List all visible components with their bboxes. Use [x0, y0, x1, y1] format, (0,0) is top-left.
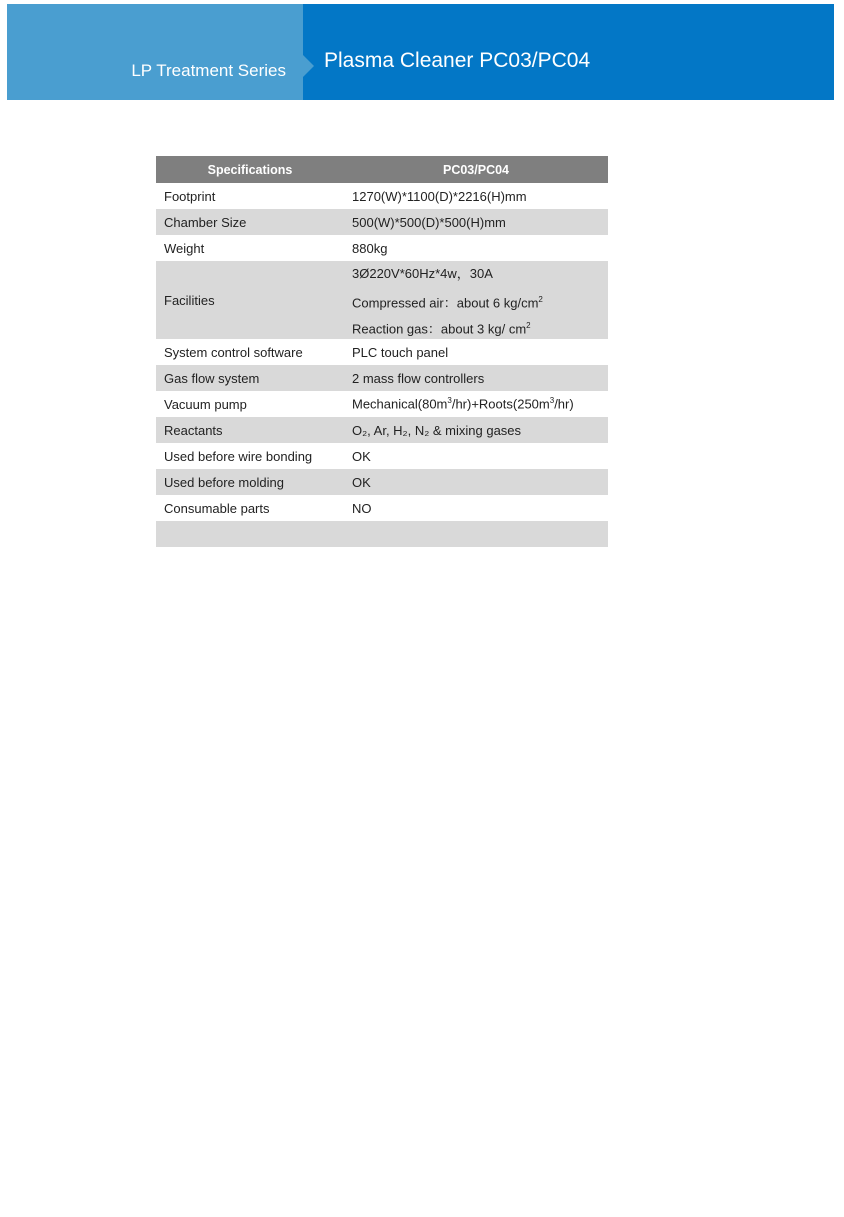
table-row — [156, 417, 608, 443]
spec-table — [156, 156, 608, 547]
row-value: 500(W)*500(D)*500(H)mm — [344, 209, 608, 235]
table-row — [156, 495, 608, 521]
gas-text: Reaction gas：about 3 kg/ cm — [352, 321, 527, 337]
empty-cell — [156, 521, 344, 547]
row-value: 880kg — [352, 240, 388, 256]
row-label: Chamber Size — [156, 209, 344, 235]
row-label: Gas flow system — [156, 365, 344, 391]
table-row — [156, 469, 608, 495]
table-row — [156, 261, 608, 339]
row-value: OK — [352, 448, 371, 464]
table-row — [156, 209, 608, 235]
series-label: LP Treatment Series — [131, 61, 286, 80]
table-row — [156, 391, 608, 417]
row-value: OK — [344, 469, 608, 495]
pump-part-1: Mechanical(80m — [352, 396, 448, 412]
col-header-model: PC03/PC04 — [344, 156, 608, 183]
facilities-value — [344, 261, 608, 339]
table-row — [156, 183, 608, 209]
table-row — [156, 235, 608, 261]
table-row-empty — [156, 521, 608, 547]
series-panel — [7, 4, 303, 100]
row-label: System control software — [164, 344, 303, 360]
page-title: Plasma Cleaner PC03/PC04 — [324, 49, 591, 72]
table-row — [156, 365, 608, 391]
pump-superscript-1: 3 — [447, 396, 452, 406]
row-label: Weight — [164, 240, 205, 256]
row-label: Used before molding — [156, 469, 344, 495]
row-value: O₂, Ar, H₂, N₂ & mixing gases — [344, 417, 608, 443]
air-text: Compressed air：about 6 kg/cm — [352, 295, 539, 311]
row-label: Footprint — [164, 188, 216, 204]
pump-superscript-2: 3 — [549, 396, 555, 406]
pump-part-2: /hr)+Roots(250m — [451, 396, 550, 412]
row-value: 1270(W)*1100(D)*2216(H)mm — [352, 188, 527, 204]
empty-cell — [344, 521, 608, 547]
row-value: NO — [352, 500, 372, 516]
table-header-row — [156, 156, 608, 183]
facilities-power: 3Ø220V*60Hz*4w，30A — [352, 266, 493, 281]
row-label: Vacuum pump — [164, 396, 247, 412]
row-value: PLC touch panel — [352, 344, 449, 360]
table-row — [156, 443, 608, 469]
pump-value — [344, 391, 608, 417]
air-superscript: 2 — [538, 295, 543, 304]
row-label: Facilities — [156, 261, 344, 339]
gas-superscript: 2 — [526, 321, 531, 330]
pump-part-3: /hr) — [554, 396, 574, 412]
table-row — [156, 339, 608, 365]
facilities-air — [352, 287, 608, 313]
chevron-right-icon — [303, 55, 314, 77]
facilities-gas — [352, 313, 608, 339]
header-banner — [7, 4, 834, 100]
row-value: 2 mass flow controllers — [344, 365, 608, 391]
row-label: Reactants — [156, 417, 344, 443]
row-label: Used before wire bonding — [164, 448, 313, 464]
col-header-specifications: Specifications — [156, 156, 344, 183]
row-label: Consumable parts — [164, 500, 270, 516]
